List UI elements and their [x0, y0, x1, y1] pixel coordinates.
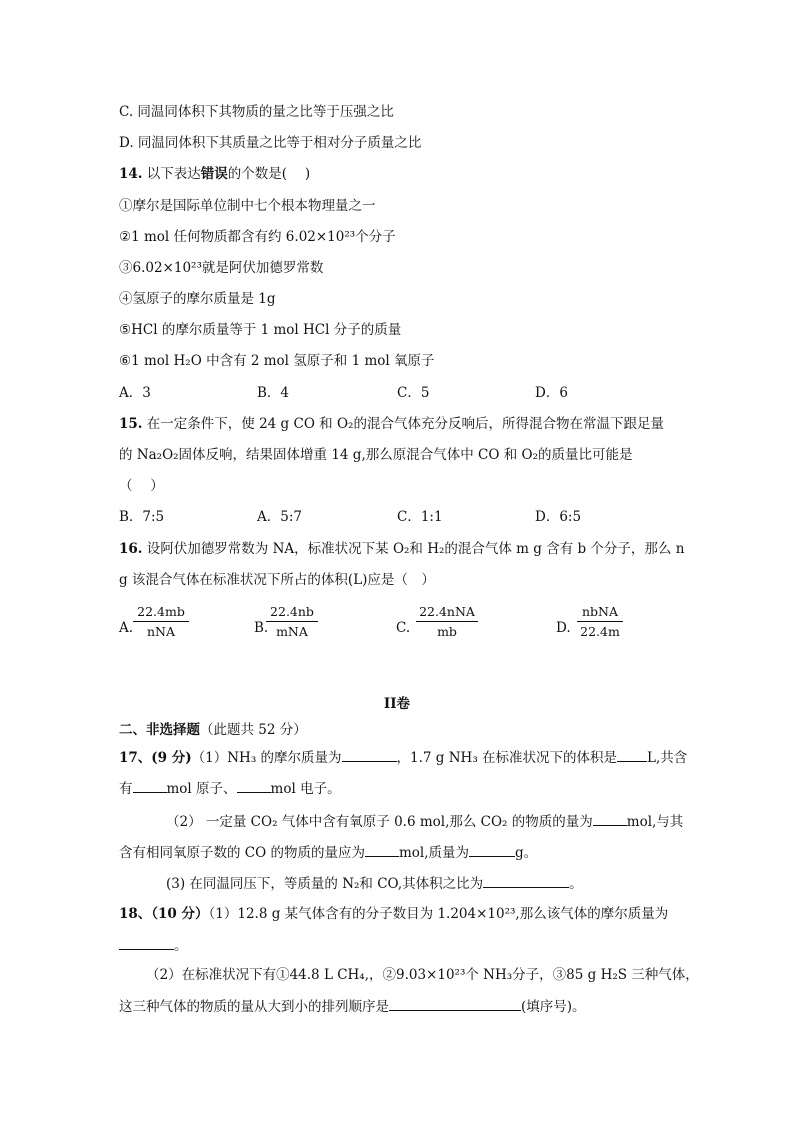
- q15-line-2: 的 Na₂O₂固体反响，结果固体增重 14 g,那么原混合气体中 CO 和 O₂的质量比可能是: [119, 447, 633, 463]
- q17-p1c: L,共含: [647, 750, 688, 766]
- q14-option-a: A．3: [119, 385, 151, 401]
- q17-p2e: g。: [515, 845, 538, 861]
- q15-option-b: B．7:5: [119, 509, 165, 525]
- q17-p1a: （1）NH₃ 的摩尔质量为: [191, 750, 342, 766]
- q17-p1b: ，1.7 g NH₃ 在标准状况下的体积是: [396, 750, 618, 766]
- q16-option-d-label: D.: [556, 620, 571, 636]
- q18-part-2: （2）在标准状况下有①44.8 L CH₄,，②9.03×10²³个 NH₃分子，③85 g H₂S 三种气体，: [146, 967, 699, 983]
- q18-blank-molar-mass[interactable]: [119, 936, 174, 950]
- q17-blank-molar-mass[interactable]: [342, 748, 397, 762]
- q17-blank-co2-amount[interactable]: [593, 812, 627, 826]
- q18-part-1: [119, 905, 668, 923]
- q17-blank-volume-ratio[interactable]: [483, 874, 569, 888]
- q15-option-c: C．1:1: [397, 509, 443, 525]
- q16-option-c-numerator: 22.4nNA: [419, 604, 475, 619]
- q17-part-2-cont: [119, 843, 537, 862]
- q16-option-a-label: A.: [119, 620, 134, 636]
- q14-statement-4: ④氢原子的摩尔质量是 1g: [119, 291, 276, 307]
- q18-blank-order[interactable]: [389, 997, 521, 1011]
- q18-p2c: (填序号)。: [521, 999, 586, 1015]
- q14-statement-6: ⑥1 mol H₂O 中含有 2 mol 氢原子和 1 mol 氧原子: [119, 353, 435, 369]
- q18-p1b: 。: [174, 938, 188, 954]
- q17-p3a: (3) 在同温同压下，等质量的 N₂和 CO,其体积之比为: [166, 876, 484, 892]
- part-2-heading: [119, 721, 307, 739]
- q17-part-1-cont: [119, 779, 341, 798]
- q15-answer-paren: （ ）: [119, 478, 164, 494]
- q14-statement-2: ②1 mol 任何物质都含有约 6.02×10²³个分子: [119, 229, 396, 245]
- q15-line-1-text: 在一定条件下，使 24 g CO 和 O₂的混合气体充分反响后，所得混合物在常温下跟足量: [146, 416, 664, 432]
- q15-option-a: A．5:7: [257, 509, 302, 525]
- q16-option-d-numerator: nbNA: [581, 604, 619, 619]
- q18-number: 18、（10 分）: [119, 906, 209, 922]
- q16-number: 16.: [119, 541, 143, 557]
- q14-number: 14.: [119, 166, 143, 182]
- q14-option-c: C．5: [397, 385, 430, 401]
- q17-blank-co-mass[interactable]: [469, 843, 515, 857]
- q14-stem-a: 以下表达: [146, 166, 201, 182]
- q15-option-d: D．6:5: [535, 509, 582, 525]
- q16-line-1-text: 设阿伏加德罗常数为 NA，标准状况下某 O₂和 H₂的混合气体 m g 含有 b 个分子，那么 n: [146, 541, 685, 557]
- q17-p1d: 有: [119, 781, 133, 797]
- q16-line-1: [119, 540, 684, 558]
- q18-p2b: 这三种气体的物质的量从大到小的排列顺序是: [119, 999, 389, 1015]
- q14-stem-b: 的个数是( ): [227, 166, 311, 182]
- q17-p2a: （2） 一定量 CO₂ 气体中含有氧原子 0.6 mol,那么 CO₂ 的物质的量为: [166, 814, 593, 830]
- q16-option-a-numerator: 22.4mb: [137, 604, 185, 619]
- q16-option-c-label: C.: [396, 620, 411, 636]
- q14-statement-5: ⑤HCl 的摩尔质量等于 1 mol HCl 分子的质量: [119, 322, 402, 338]
- part-2-title: II卷: [383, 696, 411, 712]
- q14-stem: [119, 165, 310, 183]
- q18-part-2-cont: [119, 997, 586, 1016]
- part-2-heading-rest: （此题共 52 分）: [200, 722, 307, 738]
- q18-part-1-cont: [119, 936, 188, 955]
- q16-option-d-fraction: [577, 603, 623, 640]
- q14-option-d: D．6: [535, 385, 568, 401]
- q16-option-a-denominator: nNA: [146, 624, 175, 639]
- q17-part-2: [166, 812, 683, 831]
- q17-p1e: mol 原子、: [166, 781, 237, 797]
- q15-line-1: [119, 415, 664, 433]
- q17-part-1: [119, 748, 687, 767]
- q18-p1a: （1）12.8 g 某气体含有的分子数目为 1.204×10²³,那么该气体的摩尔质量为: [208, 906, 669, 922]
- q16-option-b-fraction: [266, 603, 318, 640]
- q17-part-3: [166, 874, 583, 893]
- q16-line-2: g 该混合气体在标准状况下所占的体积(L)应是（ ）: [119, 572, 435, 588]
- q16-option-b-numerator: 22.4nb: [270, 604, 314, 619]
- q17-p2d: mol,质量为: [398, 845, 470, 861]
- q16-option-b-denominator: mNA: [276, 624, 308, 639]
- q17-number: 17、(9 分): [119, 750, 192, 766]
- q17-p1f: mol 电子。: [270, 781, 341, 797]
- q16-option-a-fraction: [133, 603, 189, 640]
- q14-statement-3: ③6.02×10²³就是阿伏加德罗常数: [119, 260, 324, 276]
- q17-blank-atoms[interactable]: [133, 779, 167, 793]
- q17-p2c: 含有相同氧原子数的 CO 的物质的量应为: [119, 845, 365, 861]
- part-2-heading-bold: 二、非选择题: [119, 722, 200, 738]
- q17-blank-volume[interactable]: [617, 748, 647, 762]
- q14-statement-1: ①摩尔是国际单位制中七个根本物理量之一: [119, 198, 376, 214]
- q14-option-b: B．4: [257, 385, 290, 401]
- q13-option-d: D. 同温同体积下其质量之比等于相对分子质量之比: [119, 135, 422, 151]
- q16-option-c-fraction: [416, 603, 478, 640]
- q16-option-c-denominator: mb: [437, 624, 457, 639]
- q16-option-d-denominator: 22.4m: [580, 624, 620, 639]
- q15-number: 15.: [119, 416, 143, 432]
- q17-blank-electrons[interactable]: [237, 779, 271, 793]
- q14-stem-emphasis: 错误: [200, 166, 228, 182]
- q17-p2b: mol,与其: [626, 814, 684, 830]
- q17-blank-co-amount[interactable]: [365, 843, 399, 857]
- q16-option-b-label: B.: [254, 620, 269, 636]
- q17-p3b: 。: [569, 876, 583, 892]
- q13-option-c: C. 同温同体积下其物质的量之比等于压强之比: [119, 104, 394, 120]
